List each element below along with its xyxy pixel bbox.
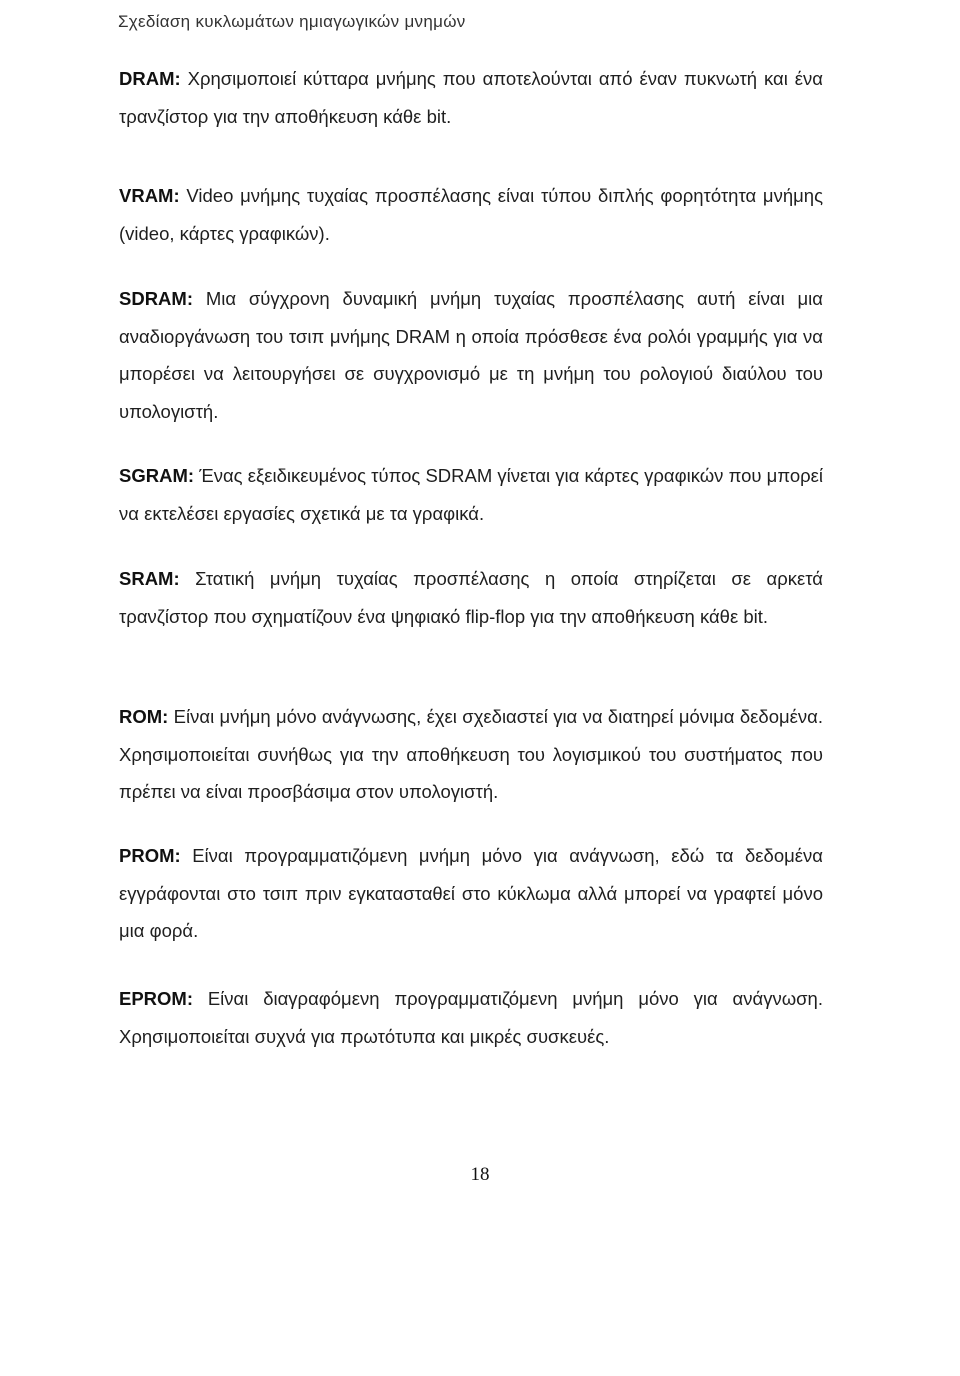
entry-text: Video μνήμης τυχαίας προσπέλασης είναι τύπου διπλής φορητότητα μνήμης (video, κάρτες γραφικών). [119,185,823,244]
entry-text: Είναι προγραμματιζόμενη μνήμη μόνο για ανάγνωση, εδώ τα δεδομένα εγγράφονται στο τσιπ πριν εγκατασταθεί στο κύκλωμα αλλά μπορεί να γραφτεί μόνο μια φορά. [119,845,823,941]
entry-term: SDRAM: [119,288,193,309]
entry-term: PROM: [119,845,181,866]
entry-text: Μια σύγχρονη δυναμική μνήμη τυχαίας προσπέλασης αυτή είναι μια αναδιοργάνωση του τσιπ μνήμης DRAM η οποία πρόσθεσε ένα ρολόι γραμμής για να μπορέσει να λειτουργήσει σε συγχρονισμό με τη μνήμη του ρολογιού διαύλου του υπολογιστή. [119,288,823,422]
entry-term: SRAM: [119,568,180,589]
entry-rom [119,698,823,811]
entry-text: Χρησιμοποιεί κύτταρα μνήμης που αποτελούνται από έναν πυκνωτή και ένα τρανζίστορ για την αποθήκευση κάθε bit. [119,68,823,127]
running-header: Σχεδίαση κυκλωμάτων ημιαγωγικών μνημών [118,12,466,31]
entry-text: Ένας εξειδικευμένος τύπος SDRAM γίνεται για κάρτες γραφικών που μπορεί να εκτελέσει εργασίες σχετικά με τα γραφικά. [119,465,823,524]
entry-eprom [119,980,823,1055]
page-number: 18 [470,1164,490,1185]
entry-text: Είναι διαγραφόμενη προγραμματιζόμενη μνήμη μόνο για ανάγνωση. Χρησιμοποιείται συχνά για πρωτότυπα και μικρές συσκευές. [119,988,823,1047]
entry-text: Είναι μνήμη μόνο ανάγνωσης, έχει σχεδιαστεί για να διατηρεί μόνιμα δεδομένα. Χρησιμοποιείται συνήθως για την αποθήκευση του λογισμικού του συστήματος που πρέπει να είναι προσβάσιμα στον υπολογιστή. [119,706,823,802]
entry-sdram [119,280,823,430]
entry-dram [119,60,823,135]
entry-prom [119,837,823,950]
entry-term: VRAM: [119,185,180,206]
entry-term: DRAM: [119,68,181,89]
entry-term: ROM: [119,706,169,727]
entry-vram [119,177,823,252]
entry-term: EPROM: [119,988,193,1009]
entry-sgram [119,457,823,532]
entry-sram [119,560,823,635]
entry-term: SGRAM: [119,465,195,486]
entry-text: Στατική μνήμη τυχαίας προσπέλασης η οποία στηρίζεται σε αρκετά τρανζίστορ που σχηματίζουν ένα ψηφιακό flip-flop για την αποθήκευση κάθε bit. [119,568,823,627]
